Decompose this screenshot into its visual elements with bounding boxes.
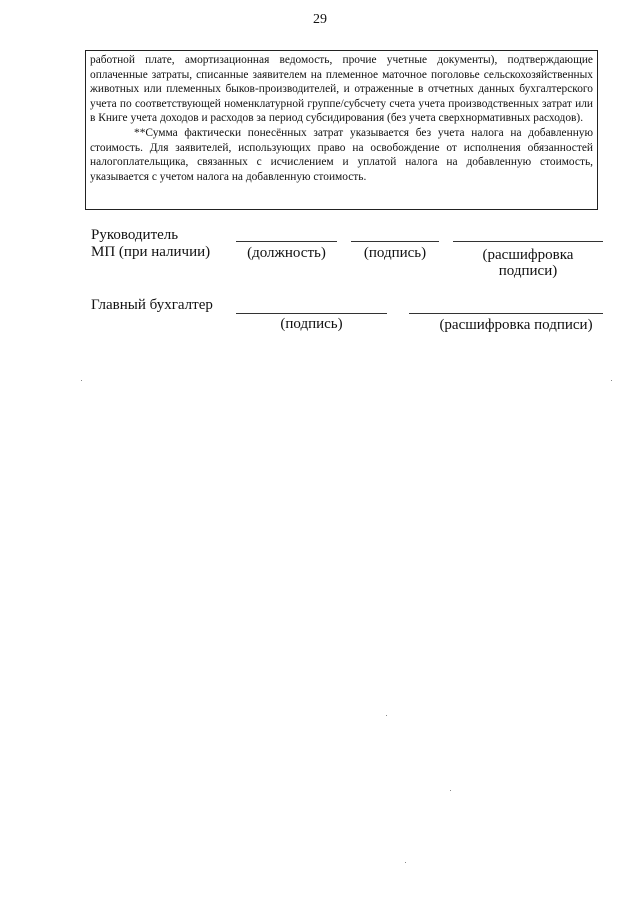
accountant-label: Главный бухгалтер (91, 297, 213, 313)
head-label: Руководитель (91, 227, 179, 243)
scan-speck (450, 790, 451, 791)
position-line (236, 241, 337, 242)
scan-speck (405, 862, 406, 863)
head-name-caption-line1: (расшифровка (482, 247, 574, 263)
scan-speck (611, 380, 612, 381)
scan-speck (386, 715, 387, 716)
head-signature-line (351, 241, 439, 242)
head-name-line (453, 241, 603, 242)
head-signature-caption: (подпись) (363, 245, 427, 261)
accountant-signature-line (236, 313, 387, 314)
accountant-signature-caption: (подпись) (280, 316, 343, 332)
stamp-label: МП (при наличии) (91, 244, 211, 260)
position-caption: (должность) (247, 245, 326, 261)
accountant-name-caption: (расшифровка подписи) (439, 317, 593, 333)
page-number: 29 (313, 12, 327, 27)
scan-speck (81, 380, 82, 381)
head-name-caption-line2: подписи) (498, 263, 558, 279)
footnote-paragraph-1: работной плате, амортизационная ведомость, прочие учетные документы), подтверждающие оплаченные затраты, списанные заявителем на племенное маточное поголовье сельскохозяйственных животных или племенных быков-производителей, и отраженные в отчетных данных бухгалтерского учета по соответствующей номенклатурной группе/субсчету счета учета производственных затрат или в Книге учета доходов и расходов за период субсидирования (без учета сверхнормативных расходов). (90, 54, 593, 125)
accountant-name-line (409, 313, 603, 314)
footnote-paragraph-2: **Сумма фактически понесённых затрат указывается без учета налога на добавленную стоимость. Для заявителей, использующих право на освобождение от исполнения обязанностей налогоплательщика, связанных с исчислением и уплатой налога на добавленную стоимость, указывается с учетом налога на добавленную стоимость. (90, 126, 593, 183)
footnote-box (85, 50, 598, 210)
